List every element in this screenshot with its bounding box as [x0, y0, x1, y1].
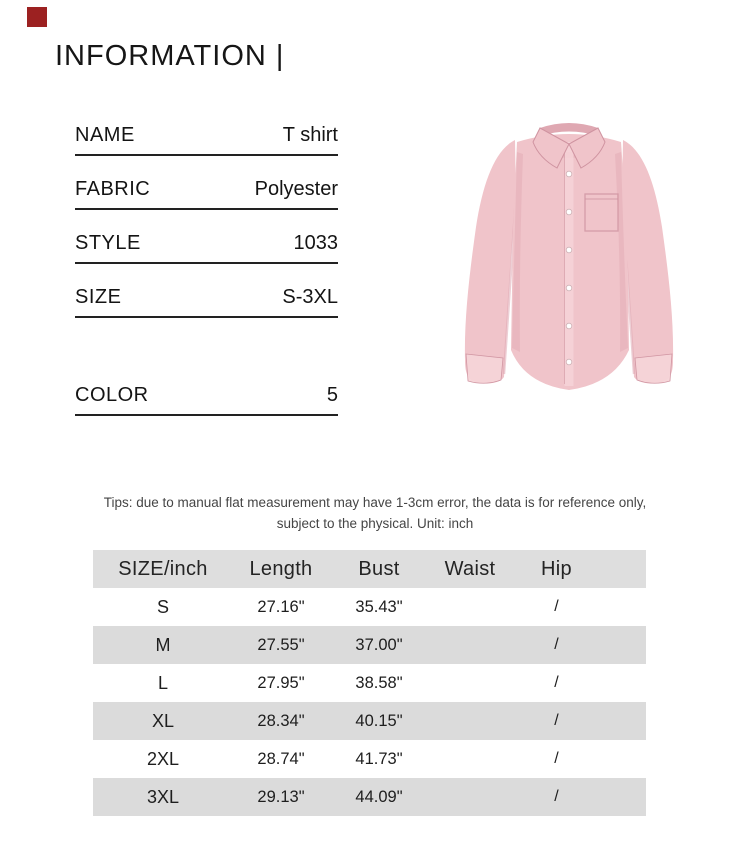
header-bust: Bust	[358, 557, 400, 580]
header-hip: Hip	[541, 557, 572, 580]
bust-cell: 35.43"	[355, 597, 403, 616]
spec-row-color	[75, 384, 338, 416]
spec-label: SIZE	[75, 286, 122, 308]
spec-row-style	[75, 232, 338, 264]
waist-cell	[429, 664, 511, 702]
table-row-2xl	[93, 740, 646, 778]
hip-cell: /	[554, 712, 559, 729]
table-row-xl	[93, 702, 646, 740]
bust-cell: 41.73"	[355, 749, 403, 768]
size-chart-header-row	[93, 550, 646, 588]
spec-label: FABRIC	[75, 178, 151, 200]
size-cell: L	[157, 672, 168, 693]
spec-value: Polyester	[254, 178, 338, 200]
bust-cell: 40.15"	[355, 711, 403, 730]
bust-cell: 37.00"	[355, 635, 403, 654]
spec-row-fabric	[75, 178, 338, 210]
spec-label: STYLE	[75, 232, 141, 254]
spec-label: NAME	[75, 124, 135, 146]
spec-value: T shirt	[282, 124, 338, 146]
header-length: Length	[249, 557, 313, 580]
bust-cell: 44.09"	[355, 787, 403, 806]
waist-cell	[429, 740, 511, 778]
hip-cell: /	[554, 598, 559, 615]
size-cell: 2XL	[146, 748, 180, 769]
length-cell: 27.95"	[257, 673, 305, 692]
spec-value: S-3XL	[282, 286, 338, 308]
red-accent-square	[27, 7, 47, 27]
size-cell: XL	[151, 710, 175, 731]
size-cell: S	[156, 596, 169, 617]
product-photo-shirt	[445, 112, 693, 412]
page-title: INFORMATION |	[55, 40, 285, 72]
waist-cell	[429, 626, 511, 664]
hip-cell: /	[554, 636, 559, 653]
spec-label: COLOR	[75, 384, 149, 406]
waist-cell	[429, 588, 511, 626]
table-row-s	[93, 588, 646, 626]
length-cell: 28.34"	[257, 711, 305, 730]
waist-cell	[429, 702, 511, 740]
tips-line-1: Tips: due to manual flat measurement may have 1-3cm error, the data is for reference only,	[103, 495, 647, 510]
hip-cell: /	[554, 788, 559, 805]
spec-row-size	[75, 286, 338, 318]
length-cell: 29.13"	[257, 787, 305, 806]
size-cell: 3XL	[146, 786, 180, 807]
measurement-tips	[0, 492, 750, 534]
spec-value: 1033	[293, 232, 338, 254]
size-cell: M	[155, 634, 171, 655]
bust-cell: 38.58"	[355, 673, 403, 692]
length-cell: 27.16"	[257, 597, 305, 616]
table-row-3xl	[93, 778, 646, 816]
length-cell: 28.74"	[257, 749, 305, 768]
header-waist: Waist	[444, 557, 496, 580]
table-row-l	[93, 664, 646, 702]
waist-cell	[429, 778, 511, 816]
length-cell: 27.55"	[257, 635, 305, 654]
header-size-inch: SIZE/inch	[118, 557, 208, 580]
table-row-m	[93, 626, 646, 664]
size-chart-table	[93, 550, 646, 816]
hip-cell: /	[554, 674, 559, 691]
hip-cell: /	[554, 750, 559, 767]
tips-line-2: subject to the physical. Unit: inch	[276, 516, 474, 531]
spec-value: 5	[326, 384, 338, 406]
spec-row-name	[75, 124, 338, 156]
